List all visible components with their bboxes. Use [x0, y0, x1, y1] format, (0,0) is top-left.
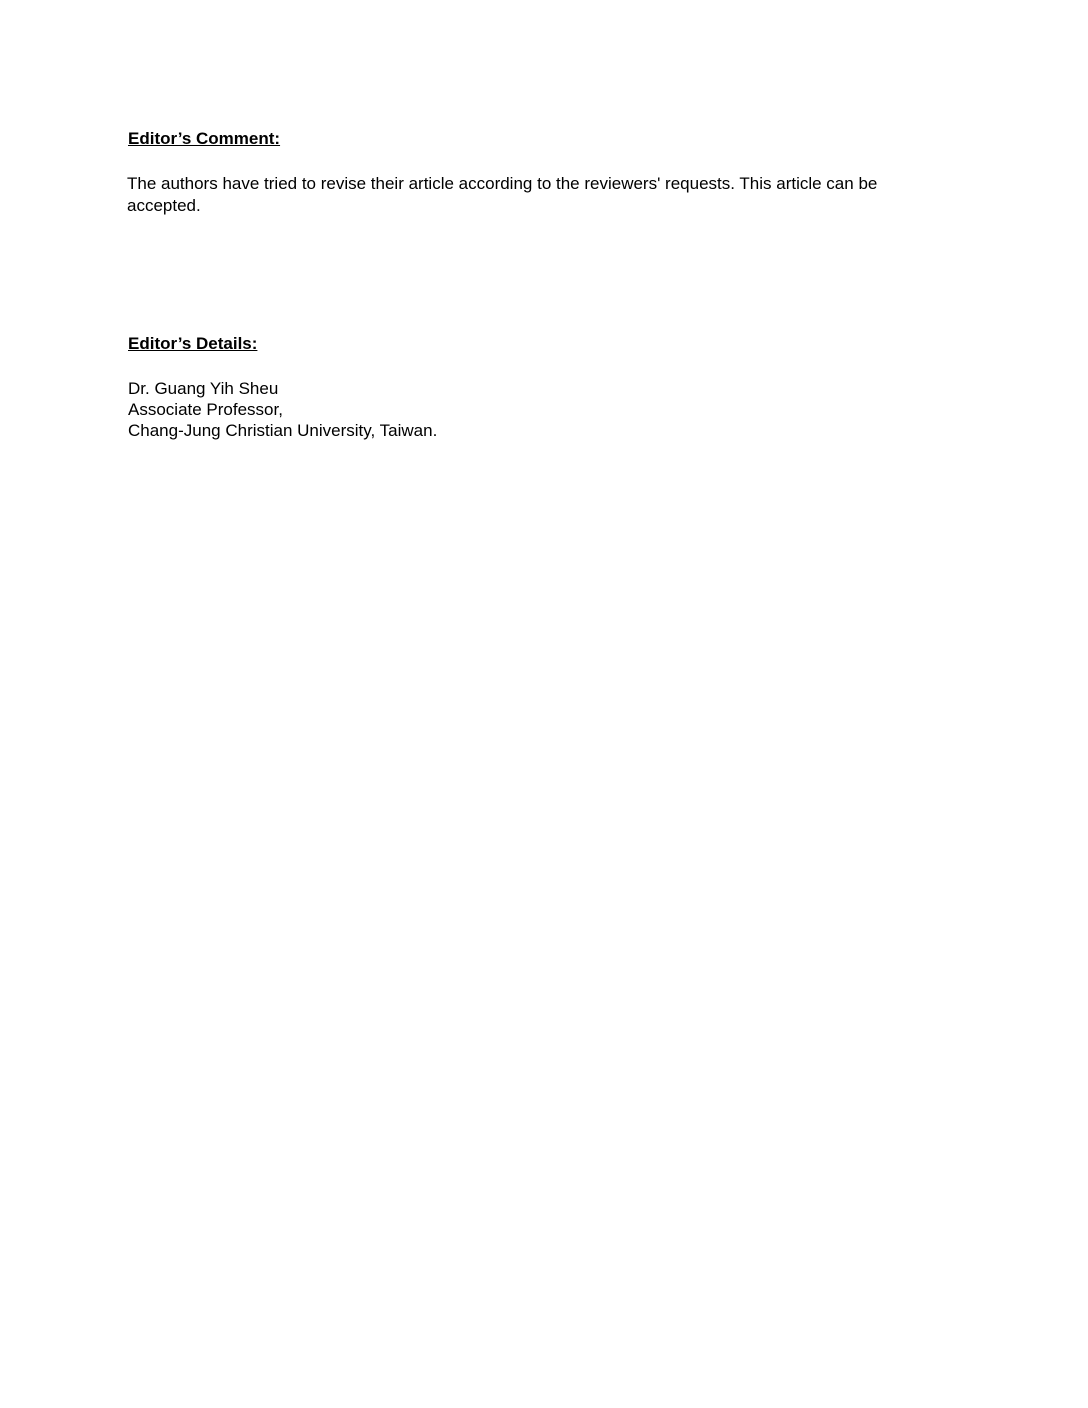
editor-title: Associate Professor, — [128, 400, 283, 419]
editor-comment-text: The authors have tried to revise their article according to the reviewers' requests. This article can be accepted. — [127, 174, 878, 215]
editor-details-heading: Editor’s Details: — [128, 334, 258, 353]
editor-name: Dr. Guang Yih Sheu — [128, 379, 279, 398]
editor-affiliation: Chang-Jung Christian University, Taiwan. — [128, 421, 438, 440]
editor-details-block — [128, 378, 437, 441]
editor-comment-heading: Editor’s Comment: — [128, 129, 281, 148]
